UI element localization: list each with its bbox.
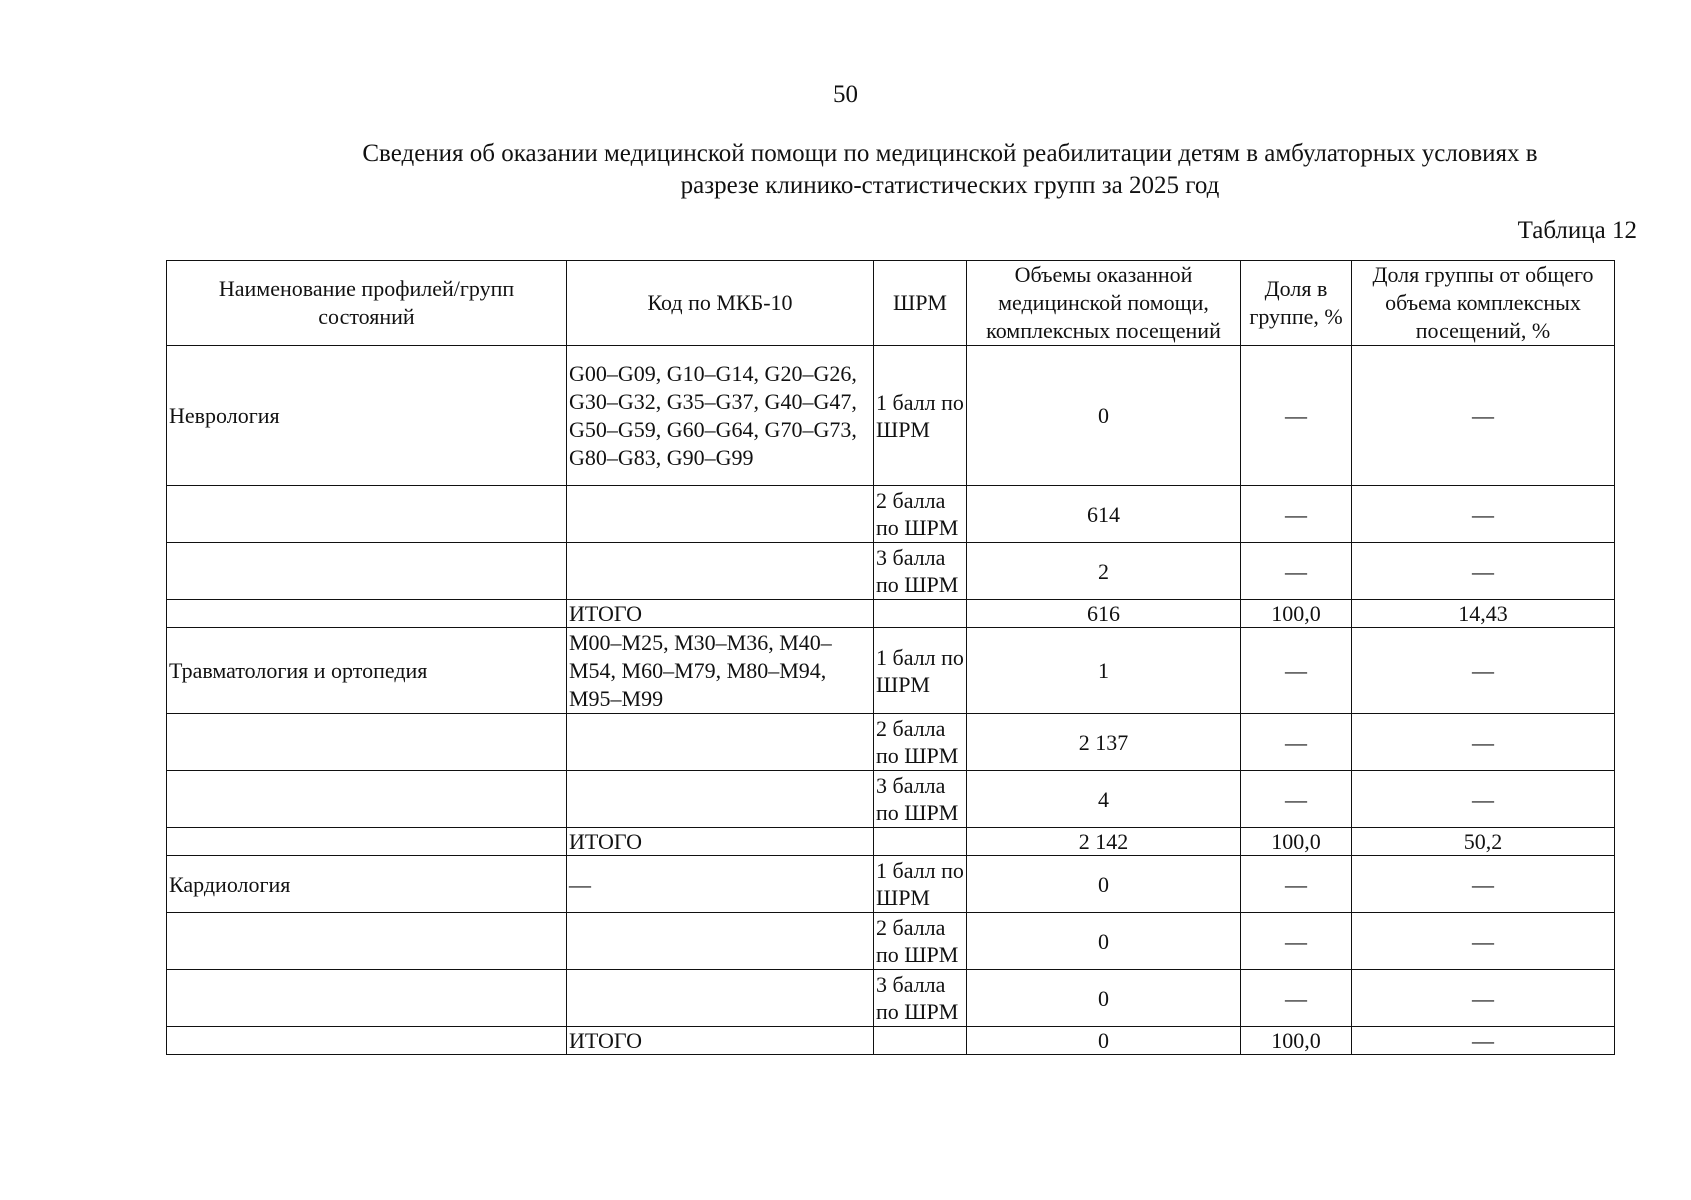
cell-shrm: 2 балла по ШРМ [874, 913, 967, 970]
table-row [167, 970, 1615, 1027]
cell-shrm [874, 600, 967, 628]
cell-share-group: 100,0 [1241, 600, 1352, 628]
cell-share-group: 100,0 [1241, 1027, 1352, 1055]
table-caption: Таблица 12 [1517, 217, 1637, 244]
cell-code: ИТОГО [567, 1027, 874, 1055]
cell-volume: 0 [967, 346, 1241, 486]
cell-share-total: 50,2 [1352, 828, 1615, 856]
header-code: Код по МКБ-10 [567, 261, 874, 346]
cell-shrm: 3 балла по ШРМ [874, 771, 967, 828]
cell-share-total: — [1352, 346, 1615, 486]
cell-shrm: 3 балла по ШРМ [874, 543, 967, 600]
table-row-total [167, 828, 1615, 856]
cell-name [167, 600, 567, 628]
title-line-1: Сведения об оказании медицинской помощи по медицинской реабилитации детям в амбулаторных условиях в [362, 140, 1538, 167]
cell-share-total: — [1352, 856, 1615, 913]
cell-volume: 2 137 [967, 714, 1241, 771]
cell-name [167, 714, 567, 771]
cell-shrm: 2 балла по ШРМ [874, 486, 967, 543]
cell-volume: 2 [967, 543, 1241, 600]
statistics-table [166, 260, 1615, 1055]
cell-code [567, 970, 874, 1027]
cell-code [567, 543, 874, 600]
cell-share-total: — [1352, 913, 1615, 970]
cell-shrm: 3 балла по ШРМ [874, 970, 967, 1027]
cell-share-group: 100,0 [1241, 828, 1352, 856]
cell-shrm [874, 828, 967, 856]
cell-volume: 0 [967, 970, 1241, 1027]
cell-code: — [567, 856, 874, 913]
cell-share-total: — [1352, 970, 1615, 1027]
cell-code: ИТОГО [567, 600, 874, 628]
header-name: Наименование профилей/групп состояний [167, 261, 567, 346]
cell-name [167, 828, 567, 856]
cell-name [167, 543, 567, 600]
cell-shrm: 1 балл по ШРМ [874, 628, 967, 714]
title-line-2: разрезе клинико-статистических групп за 2025 год [680, 172, 1220, 199]
cell-volume: 2 142 [967, 828, 1241, 856]
table-row [167, 346, 1615, 486]
header-row [167, 261, 1615, 346]
table-row [167, 486, 1615, 543]
cell-shrm [874, 1027, 967, 1055]
cell-name [167, 913, 567, 970]
cell-volume: 616 [967, 600, 1241, 628]
table-row-total [167, 600, 1615, 628]
cell-share-total: 14,43 [1352, 600, 1615, 628]
cell-shrm: 2 балла по ШРМ [874, 714, 967, 771]
cell-code [567, 714, 874, 771]
page-number: 50 [833, 81, 858, 108]
document-title [260, 138, 1640, 202]
header-share-total: Доля группы от общего объема комплексных посещений, % [1352, 261, 1615, 346]
cell-share-group: — [1241, 856, 1352, 913]
cell-share-group: — [1241, 913, 1352, 970]
cell-volume: 0 [967, 856, 1241, 913]
cell-share-group: — [1241, 346, 1352, 486]
table-row [167, 913, 1615, 970]
cell-share-group: — [1241, 543, 1352, 600]
cell-code: ИТОГО [567, 828, 874, 856]
table-row [167, 543, 1615, 600]
cell-volume: 4 [967, 771, 1241, 828]
table-row-total [167, 1027, 1615, 1055]
cell-share-total: — [1352, 771, 1615, 828]
cell-name [167, 486, 567, 543]
cell-share-total: — [1352, 486, 1615, 543]
cell-share-group: — [1241, 628, 1352, 714]
cell-code: G00–G09, G10–G14, G20–G26, G30–G32, G35–G37, G40–G47, G50–G59, G60–G64, G70–G73, G80–G83, G90–G99 [567, 346, 874, 486]
cell-share-group: — [1241, 771, 1352, 828]
cell-share-group: — [1241, 486, 1352, 543]
cell-volume: 0 [967, 913, 1241, 970]
cell-code [567, 771, 874, 828]
cell-share-group: — [1241, 714, 1352, 771]
cell-name [167, 1027, 567, 1055]
cell-name: Неврология [167, 346, 567, 486]
header-volume: Объемы оказанной медицинской помощи, комплексных посещений [967, 261, 1241, 346]
cell-name [167, 771, 567, 828]
cell-code [567, 486, 874, 543]
cell-share-total: — [1352, 1027, 1615, 1055]
header-share-group: Доля в группе, % [1241, 261, 1352, 346]
cell-shrm: 1 балл по ШРМ [874, 856, 967, 913]
cell-share-total: — [1352, 714, 1615, 771]
cell-share-total: — [1352, 628, 1615, 714]
cell-volume: 1 [967, 628, 1241, 714]
cell-name: Травматология и ортопедия [167, 628, 567, 714]
table-row [167, 856, 1615, 913]
header-shrm: ШРМ [874, 261, 967, 346]
cell-volume: 614 [967, 486, 1241, 543]
cell-name [167, 970, 567, 1027]
cell-shrm: 1 балл по ШРМ [874, 346, 967, 486]
table-row [167, 714, 1615, 771]
table-row [167, 771, 1615, 828]
cell-name: Кардиология [167, 856, 567, 913]
cell-volume: 0 [967, 1027, 1241, 1055]
cell-share-group: — [1241, 970, 1352, 1027]
cell-code [567, 913, 874, 970]
table-row [167, 628, 1615, 714]
cell-code: M00–M25, M30–M36, M40–M54, M60–M79, M80–M94, M95–M99 [567, 628, 874, 714]
cell-share-total: — [1352, 543, 1615, 600]
